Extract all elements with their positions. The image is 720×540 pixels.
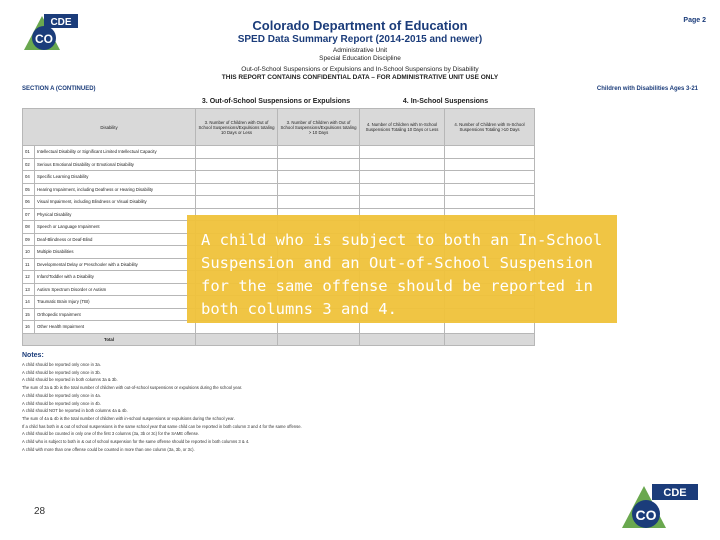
row-code: 14	[23, 296, 35, 309]
row-code: 04	[23, 171, 35, 184]
notes-section	[22, 352, 542, 453]
cell-3a[interactable]	[196, 171, 278, 184]
cell-3a[interactable]	[196, 183, 278, 196]
row-code: 06	[23, 196, 35, 209]
note-line: A child should NOT be reported in both columns 4a & 4b.	[22, 408, 128, 414]
note-line: A child should be reported only once in 3b.	[22, 369, 101, 375]
cell-4a[interactable]	[360, 171, 445, 184]
total-label: Total	[23, 333, 196, 346]
col-header-3a: 3. Number of Children with Out of School Suspensions/Expulsions totaling 10 Days or Less	[196, 109, 278, 146]
row-code: 16	[23, 321, 35, 334]
cde-logo-bottom-graphic	[618, 482, 702, 530]
row-label: Traumatic Brain Injury (TBI)	[35, 296, 196, 309]
row-label: Other Health Impairment	[35, 321, 196, 334]
callout-box	[187, 215, 617, 323]
logo-bottom-cde-text: CDE	[663, 487, 687, 499]
cell-4b[interactable]	[445, 171, 535, 184]
row-label: Intellectual Disability or Significant Limited Intellectual Capacity	[35, 146, 196, 159]
cell-3a[interactable]	[196, 158, 278, 171]
cell-3b[interactable]	[278, 183, 360, 196]
row-code: 02	[23, 158, 35, 171]
cell-4b[interactable]	[445, 158, 535, 171]
row-code: 08	[23, 221, 35, 234]
row-label: Orthopedic Impairment	[35, 308, 196, 321]
cell-4b[interactable]	[445, 196, 535, 209]
note-line: A child should be reported only once in 4a.	[22, 392, 101, 398]
cell-3b[interactable]	[278, 146, 360, 159]
page-label: Page 2	[683, 17, 706, 24]
logo-cde-text: CDE	[50, 17, 72, 28]
note-line: A child with more than one offense could be counted in more than one column (3a, 3b, or 3c).	[22, 446, 195, 452]
row-code: 11	[23, 258, 35, 271]
cell-3a[interactable]	[196, 146, 278, 159]
row-label: Physical Disability	[35, 208, 196, 221]
row-code: 10	[23, 246, 35, 259]
row-label: Visual Impairment, including Blindness or Visual Disability	[35, 196, 196, 209]
table-row	[23, 146, 535, 159]
row-label: Specific Learning Disability	[35, 171, 196, 184]
col-header-3b: 3. Number of Children with Out of School Suspensions/Expulsions totaling > 10 Days	[278, 109, 360, 146]
col-header-4b: 4. Number of Children with In-School Suspensions Totaling >10 Days	[445, 109, 535, 146]
notes-title: Notes:	[22, 352, 44, 359]
note-line: A child should be reported only once in 3a.	[22, 362, 101, 367]
total-3a	[196, 333, 278, 346]
row-code: 13	[23, 283, 35, 296]
report-title: Colorado Department of Education	[252, 18, 468, 33]
cell-4b[interactable]	[445, 183, 535, 196]
cell-4a[interactable]	[360, 158, 445, 171]
total-3b	[278, 333, 360, 346]
row-label: Multiple Disabilities	[35, 246, 196, 259]
row-label: Autism Spectrum Disorder or Autism	[35, 283, 196, 296]
note-line: A child should be counted in only one of the first 3 columns (3a, 3b or 3c) for the SAME offense.	[22, 431, 200, 437]
col-header-disability: Disability	[23, 109, 196, 146]
callout-text: A child who is subject to both an In-School Suspension and an Out-of-School Suspension for the same offense should be reported in both columns 3 and 4.	[201, 231, 603, 318]
group-header-3: 3. Out-of-School Suspensions or Expulsions	[201, 98, 351, 105]
report-subtitle: SPED Data Summary Report (2014-2015 and newer)	[237, 34, 483, 45]
table-row	[23, 171, 535, 184]
total-4a	[360, 333, 445, 346]
logo-bottom-co-text: CO	[635, 507, 657, 523]
note-line: A child should be reported only once in 4b.	[22, 400, 101, 406]
group-header-4: 4. In-School Suspensions	[402, 98, 489, 105]
cell-3b[interactable]	[278, 171, 360, 184]
admin-unit-label: Administrative Unit	[332, 47, 388, 54]
note-line: The sum of 4a & 4b is the total number of children with in-school suspensions or expulsions during the school year.	[22, 415, 235, 421]
table-header-row	[23, 109, 535, 146]
note-line: The sum of 3a & 3b is the total number of children with out-of-school suspensions or expulsions during the school year.	[22, 385, 243, 391]
row-label: Developmental Delay or Preschooler with a Disability	[35, 258, 196, 271]
confidential-notice: THIS REPORT CONTAINS CONFIDENTIAL DATA – FOR ADMINISTRATIVE UNIT USE ONLY	[221, 74, 499, 81]
cell-3b[interactable]	[278, 196, 360, 209]
cell-3b[interactable]	[278, 158, 360, 171]
cell-4a[interactable]	[360, 196, 445, 209]
total-4b	[445, 333, 535, 346]
note-line: If a child has both in & out of school suspensions in the same school year that same child can be reported in both column 3 and 4 for the same offense.	[22, 423, 302, 429]
row-code: 12	[23, 271, 35, 284]
row-label: Speech or Language Impairment	[35, 221, 196, 234]
row-code: 07	[23, 208, 35, 221]
row-code: 15	[23, 308, 35, 321]
row-label: Infant/Toddler with a Disability	[35, 271, 196, 284]
table-row	[23, 183, 535, 196]
table-row	[23, 196, 535, 209]
row-label: Hearing Impairment, including Deafness or Hearing Disability	[35, 183, 196, 196]
cde-logo-bottom	[618, 482, 702, 530]
total-row	[23, 333, 535, 346]
children-ages-label: Children with Disabilities Ages 3-21	[596, 86, 698, 92]
row-code: 01	[23, 146, 35, 159]
note-line: A child who is subject to both in & out of school suspension for the same offense should be reported in both columns 3 & 4.	[22, 439, 250, 445]
logo-co-text: CO	[35, 32, 53, 46]
row-code: 09	[23, 233, 35, 246]
col-header-4a: 4. Number of Children with In-School Suspensions Totaling 10 Days or Less	[360, 109, 445, 146]
cell-3a[interactable]	[196, 196, 278, 209]
row-label: Deaf-Blindness or Deaf-Blind	[35, 233, 196, 246]
table-row	[23, 158, 535, 171]
row-code: 05	[23, 183, 35, 196]
suspension-heading: Out-of-School Suspensions or Expulsions and In-School Suspensions by Disability	[241, 66, 479, 73]
note-line: A child should be reported in both columns 3a & 3b.	[22, 377, 118, 383]
cell-4b[interactable]	[445, 146, 535, 159]
cell-4a[interactable]	[360, 183, 445, 196]
cell-4a[interactable]	[360, 146, 445, 159]
discipline-label: Special Education Discipline	[319, 55, 401, 62]
section-label: SECTION A (CONTINUED)	[22, 86, 96, 92]
page-number: 28	[34, 506, 46, 517]
row-label: Serious Emotional Disability or Emotional Disability	[35, 158, 196, 171]
